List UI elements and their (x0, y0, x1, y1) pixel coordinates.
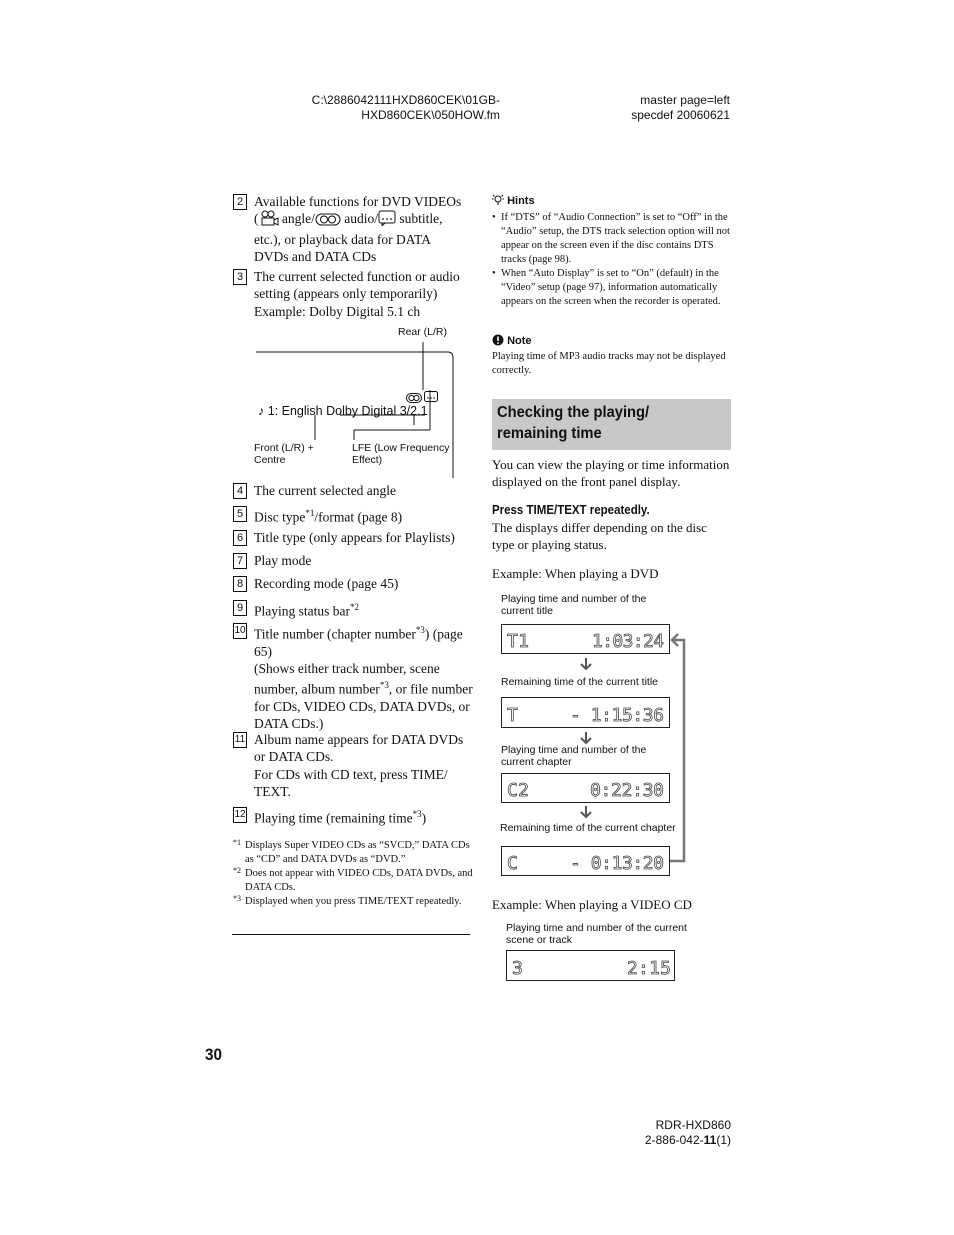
dvd-caption-3: Playing time and number of the current chapter (501, 744, 647, 768)
file-path (300, 93, 500, 123)
lcd-right-text: 1:03:24 (592, 631, 664, 652)
hints-box (492, 194, 732, 309)
item-text: The current selected angle (254, 483, 397, 498)
example-vcd-label: Example: When playing a VIDEO CD (492, 897, 692, 912)
item-number: 11 (233, 732, 247, 748)
dvd-caption-4: Remaining time of the current chapter (500, 822, 676, 834)
lcd-left-text: 3 (512, 958, 523, 979)
lcd-left-text: T 1 (507, 631, 529, 652)
lcd-right-text: - 0:13:20 (570, 853, 664, 874)
item-number: 3 (233, 269, 247, 285)
item-text: Title type (only appears for Playlists) (254, 530, 455, 545)
item-text: Title number (chapter number$^{*3}$) (page 65) (Shows either track number, scene number, album number$^{*3}$, or file number for CDs, VIDEO CDs, DATA DVDs, or DATA CDs.) (254, 625, 473, 732)
footer-model: RDR-HXD860 (655, 1118, 731, 1132)
item-number: 8 (233, 576, 247, 592)
footnote-2: *2 Does not appear with VIDEO CDs, DATA DVDs, and DATA CDs. (233, 866, 473, 893)
down-arrow-icon (579, 657, 593, 671)
vcd-caption: Playing time and number of the current scene or track (506, 922, 687, 946)
item-number: 9 (233, 600, 247, 616)
lcd-left-text: T (507, 705, 518, 726)
section-title: Checking the playing/ remaining time (497, 404, 650, 442)
angle-icon (259, 210, 279, 230)
lcd-display (501, 773, 670, 803)
footer-code: 2-886-042-11(1) (644, 1133, 731, 1147)
step-heading: Press TIME/TEXT repeatedly. (492, 503, 650, 517)
down-arrow-icon (579, 731, 593, 745)
item-text: Play mode (254, 553, 312, 568)
note-icon (492, 334, 504, 350)
dolby-readout: ♪ 1: English Dolby Digital 3/2.1 (258, 404, 428, 418)
note-heading: Note (492, 334, 732, 350)
example-dvd-label: Example: When playing a DVD (492, 566, 659, 581)
footer (600, 1118, 731, 1148)
section-heading (492, 399, 731, 450)
item-number: 2 (233, 194, 247, 210)
lcd-left-text: C 2 (507, 780, 529, 801)
section-intro: You can view the playing or time information displayed on the front panel display. (492, 457, 730, 489)
note-box (492, 334, 732, 378)
down-arrow-icon (579, 805, 593, 819)
lcd-display (501, 697, 670, 728)
front-label: Front (L/R) + Centre (254, 442, 314, 466)
dvd-caption-2: Remaining time of the current title (501, 676, 658, 688)
audio-icon (315, 212, 341, 230)
item-number: 6 (233, 530, 247, 546)
lightbulb-icon (492, 194, 504, 210)
item-text: Available functions for DVD VIDEOs ( angle/ audio/ subtitle, etc.), or playback data for DATA DVDs and DATA CDs (254, 194, 462, 264)
item-number: 7 (233, 553, 247, 569)
hint-1: • If “DTS” of “Audio Connection” is set to “Off” in the “Audio” setup, the DTS track selection option will not appear on the screen even if the disc contains DTS tracks (page 98). (492, 212, 730, 265)
master-line1: master page=left (640, 93, 730, 107)
file-path-line2: HXD860CEK\050HOW.fm (361, 108, 500, 122)
loop-arrow-icon (668, 630, 690, 866)
subtitle-icon (378, 210, 396, 230)
note-text: Playing time of MP3 audio tracks may not be displayed correctly. (492, 351, 726, 376)
lcd-display (501, 624, 670, 654)
item-text: Recording mode (page 45) (254, 576, 399, 591)
item-text: Playing status bar$^{*2}$ (254, 602, 359, 619)
footnote-1: *1 Displays Super VIDEO CDs as “SVCD,” DATA CDs as “CD” and DATA DVDs as “DVD.” (233, 838, 470, 865)
lcd-right-text: 2:15 (627, 958, 671, 979)
page-number: 30 (205, 1045, 223, 1064)
column-rule (232, 934, 470, 935)
item-number: 4 (233, 483, 247, 499)
footnote-3: *3 Displayed when you press TIME/TEXT repeatedly. (233, 894, 462, 907)
lfe-label: LFE (Low Frequency Effect) (352, 442, 450, 466)
file-path-line1: C:\2886042111HXD860CEK\01GB- (311, 93, 500, 107)
lcd-display (506, 950, 675, 981)
item-number: 5 (233, 506, 247, 522)
hints-heading: Hints (492, 194, 732, 210)
master-line2: specdef 20060621 (631, 108, 730, 122)
master-info (600, 93, 730, 123)
hint-2: • When “Auto Display” is set to “On” (default) in the “Video” setup (page 97), information automatically appears on the screen when the recorder is operated. (492, 268, 721, 307)
item-text: Playing time (remaining time$^{*3}$) (254, 809, 427, 826)
dvd-caption-1: Playing time and number of the current title (501, 593, 647, 617)
lcd-display (501, 846, 670, 876)
step-text: The displays differ depending on the disc type or playing status. (492, 520, 707, 552)
item-text: Disc type$^{*1}$/format (page 8) (254, 508, 403, 525)
lcd-right-text: 0:22:30 (590, 780, 664, 801)
lcd-right-text: - 1:15:36 (570, 705, 664, 726)
item-number: 12 (233, 807, 247, 823)
item-number: 10 (233, 623, 247, 639)
rear-label: Rear (L/R) (398, 326, 448, 338)
item-text: Album name appears for DATA DVDs or DATA CDs. For CDs with CD text, press TIME/ TEXT. (254, 732, 464, 799)
item-text: The current selected function or audio setting (appears only temporarily) Example: Dolby Digital 5.1 ch (254, 269, 460, 319)
lcd-left-text: C (507, 853, 518, 874)
dolby-diagram (250, 320, 470, 480)
